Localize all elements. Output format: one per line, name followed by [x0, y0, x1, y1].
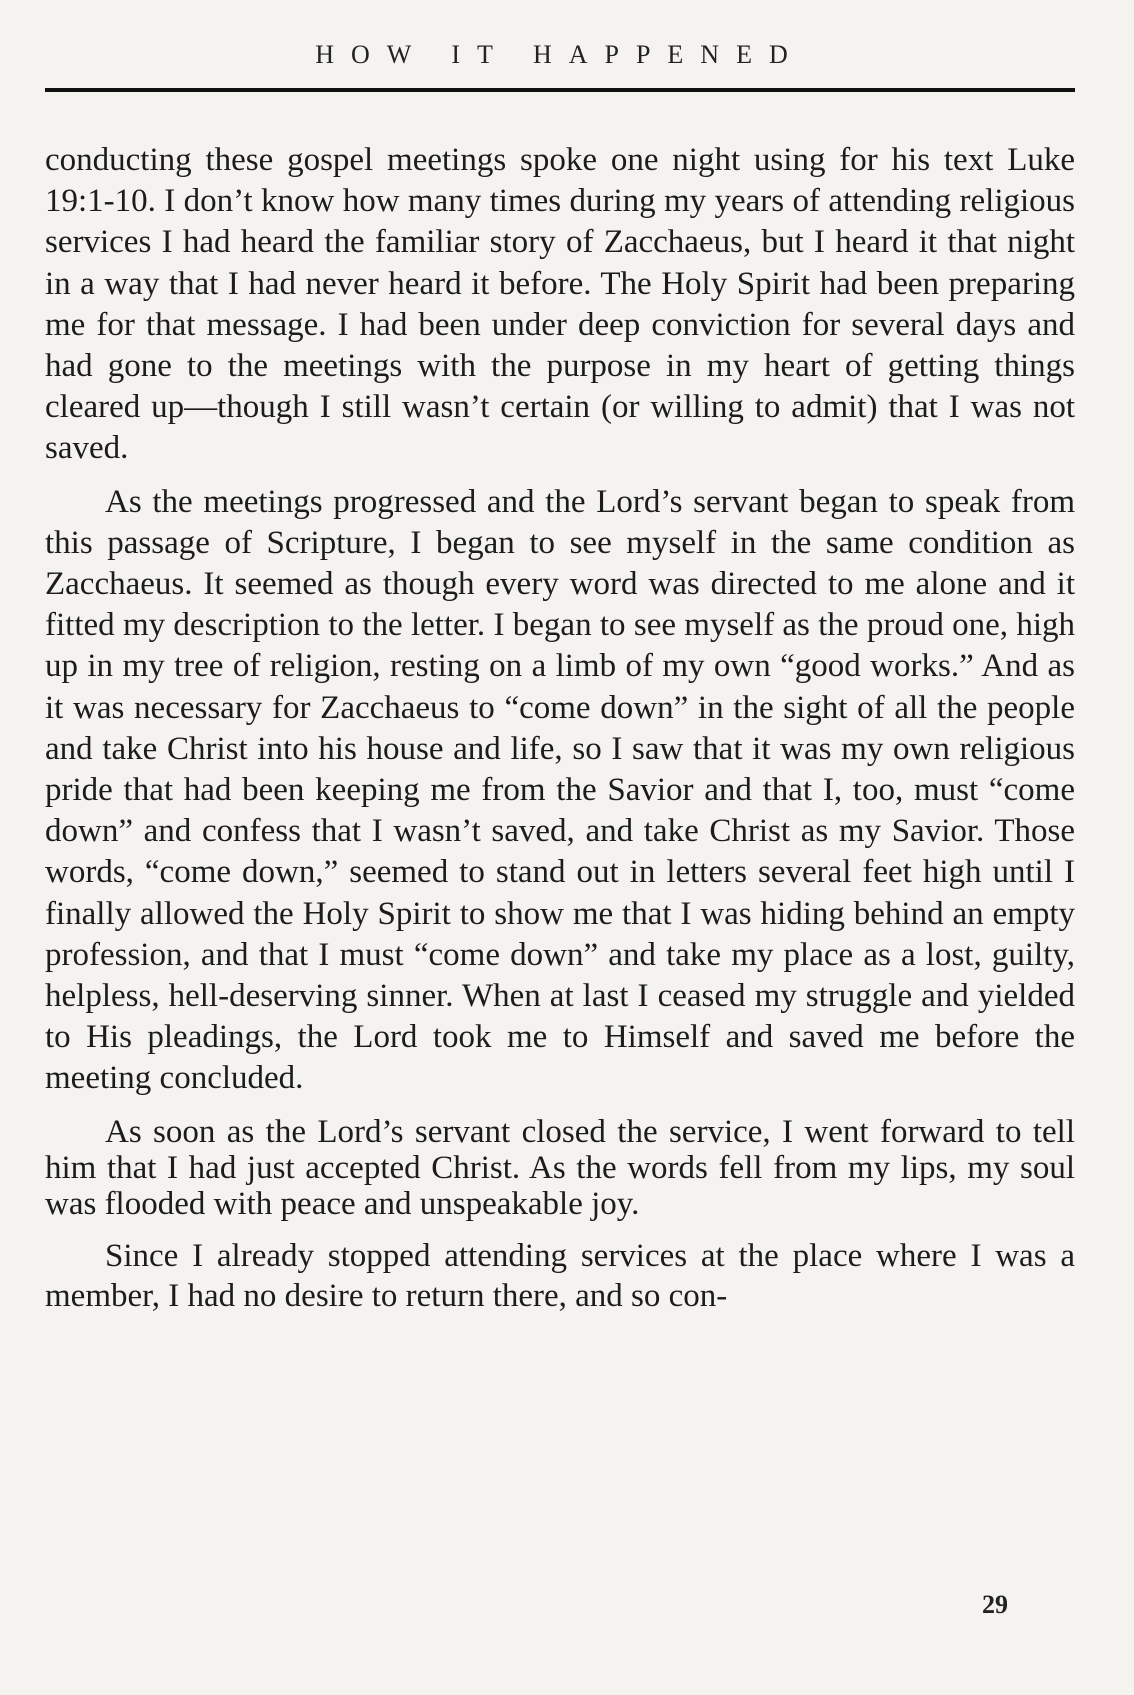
paragraph-3: As soon as the Lord’s servant closed the service, I went forward to tell him that I had just accepted Christ. As the words fell from my lips, my soul was flooded with peace and unspeakable joy. — [45, 1113, 1075, 1222]
paragraph-1: conducting these gospel meetings spoke one night using for his text Luke 19:1-10. I don’t know how many times during my years of attending religious services I had heard the familiar story of Zacchaeus, but I heard it that night in a way that I had never heard it before. The Holy Spirit had been preparing me for that message. I had been under deep conviction for several days and had gone to the meetings with the purpose in my heart of getting things cleared up—though I still wasn’t certain (or willing to admit) that I was not saved. — [45, 142, 1075, 467]
body-text — [45, 140, 1075, 1316]
running-head: HOW IT HAPPENED — [315, 40, 805, 69]
header-rule — [45, 88, 1075, 92]
page-number: 29 — [982, 1590, 1008, 1619]
paragraph-4: Since I already stopped attending services at the place where I was a member, I had no desire to return there, and so con- — [45, 1237, 1075, 1314]
paragraph-2: As the meetings progressed and the Lord’s servant began to speak from this passage of Scripture, I began to see myself in the same condition as Zacchaeus. It seemed as though every word was directed to me alone and it fitted my description to the letter. I began to see myself as the proud one, high up in my tree of religion, resting on a limb of my own “good works.” And as it was necessary for Zacchaeus to “come down” in the sight of all the people and take Christ into his house and life, so I saw that it was my own religious pride that had been keeping me from the Savior and that I, too, must “come down” and confess that I wasn’t saved, and take Christ as my Savior. Those words, “come down,” seemed to stand out in letters several feet high until I finally allowed the Holy Spirit to show me that I was hiding behind an empty profession, and that I must “come down” and take my place as a lost, guilty, helpless, hell-deserving sinner. When at last I ceased my struggle and yielded to His pleadings, the Lord took me to Himself and saved me before the meeting concluded. — [45, 483, 1075, 1097]
